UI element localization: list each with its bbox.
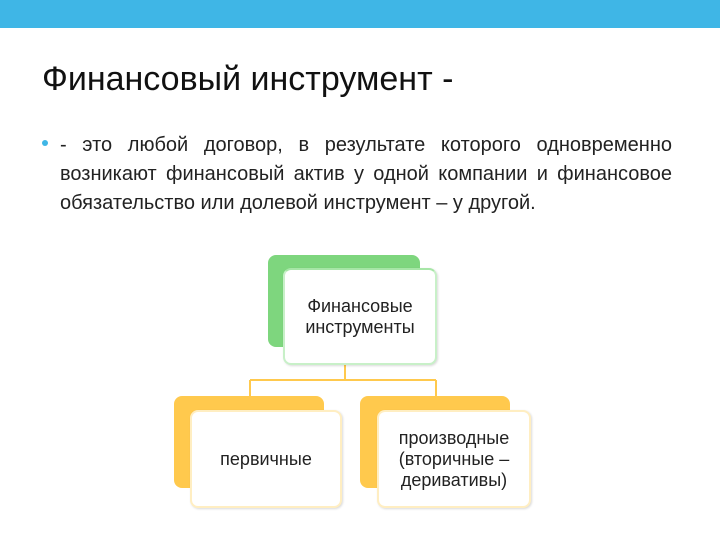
root-node-label: Финансовые инструменты [305, 295, 415, 337]
child-node-derivative [377, 410, 531, 508]
root-node [283, 268, 437, 365]
child-node-primary [190, 410, 342, 508]
child-node-label: производные (вторичные – деривативы) [398, 427, 510, 490]
slide-title: Финансовый инструмент - [42, 60, 454, 98]
bullet-text: - это любой договор, в результате которого одновременно возникают финансовый актив у одной компании и финансовое обязательство или долевой инструмент – у другой. [60, 134, 672, 214]
child-node-label: первичные [220, 448, 312, 469]
